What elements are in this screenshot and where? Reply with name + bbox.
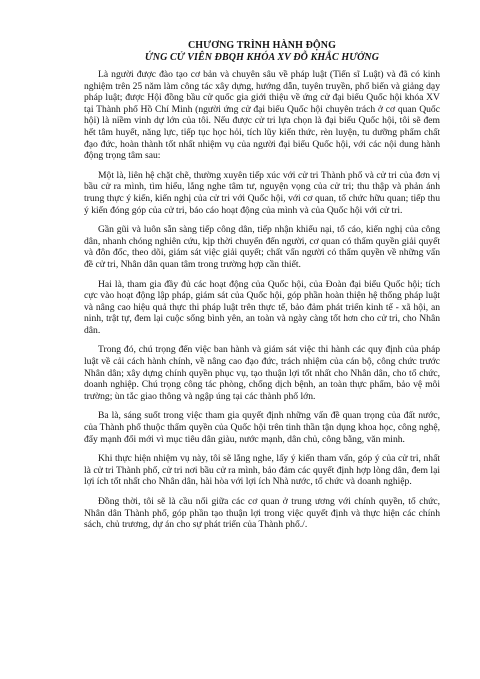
document-subtitle: ỨNG CỬ VIÊN ĐBQH KHÓA XV ĐỖ KHẮC HƯỞNG — [144, 52, 380, 63]
paragraph-focus-areas: Trong đó, chú trọng đến việc ban hành và giám sát việc thi hành các quy định của pháp luật về cải cách hành chính, về nâng cao đạo đức, trách nhiệm của cán bộ, công chức trước Nhân dân; xây dựng chính quyền phục vụ, tạo thuận lợi tốt nhất cho Nhân dân, cho tổ chức, doanh nghiệp. Chú trọng công tác phòng, chống dịch bệnh, an toàn thực phẩm, bảo vệ môi trường; ùn tắc giao thông và ngập úng tại các thành phố lớn. — [84, 344, 440, 402]
paragraph-intro: Là người được đào tạo cơ bản và chuyên sâu về pháp luật (Tiến sĩ Luật) và đã có kinh nghiệm trên 25 năm làm công tác xây dựng, hướng dẫn, tuyên truyền, phổ biến và giảng dạy pháp luật; được Hội đồng bầu cử quốc gia giới thiệu về ứng cử đại biểu Quốc hội khóa XV tại Thành phố Hồ Chí Minh (người ứng cử đại biểu Quốc hội chuyên trách ở cơ quan Quốc hội) là niềm vinh dự lớn của tôi. Nếu được cử tri lựa chọn là đại biểu Quốc hội, tôi sẽ đem hết tâm huyết, năng lực, tiếp tục học hỏi, tích lũy kiến thức, rèn luyện, tu dưỡng phẩm chất đạo đức, hoàn thành tốt nhất nhiệm vụ của người đại biểu Quốc hội, với các nội dung hành động trọng tâm sau: — [84, 69, 440, 162]
paragraph-citizen-reception: Gần gũi và luôn sẵn sàng tiếp công dân, tiếp nhận khiếu nại, tố cáo, kiến nghị của công dân, nhanh chóng nghiên cứu, kịp thời chuyển đến người, cơ quan có thẩm quyền giải quyết và đôn đốc, theo dõi, giám sát việc giải quyết; chất vấn người có thẩm quyền về những vấn đề cử tri, Nhân dân quan tâm trong trường hợp cần thiết. — [84, 224, 440, 270]
paragraph-task-three: Ba là, sáng suốt trong việc tham gia quyết định những vấn đề quan trọng của đất nước, của Thành phố thuộc thẩm quyền của Quốc hội trên tinh thần tận dụng khoa học, công nghệ, đẩy mạnh đổi mới vì mục tiêu dân giàu, nước mạnh, dân chủ, công bằng, văn minh. — [84, 410, 440, 445]
paragraph-consultation: Khi thực hiện nhiệm vụ này, tôi sẽ lắng nghe, lấy ý kiến tham vấn, góp ý của cử tri, nhất là cử tri Thành phố, cử tri nơi bầu cử ra mình, bảo đảm các quyết định hợp lòng dân, đem lại lợi ích tốt nhất cho Nhân dân, hài hòa với lợi ích Nhà nước, tổ chức và doanh nghiệp. — [84, 453, 440, 488]
paragraph-closing: Đồng thời, tôi sẽ là cầu nối giữa các cơ quan ở trung ương với chính quyền, tổ chức, Nhân dân Thành phố, góp phần tạo thuận lợi trong việc quyết định và thực hiện các chính sách, chủ trương, dự án cho sự phát triển của Thành phố./. — [84, 496, 440, 531]
paragraph-task-two: Hai là, tham gia đầy đủ các hoạt động của Quốc hội, của Đoàn đại biểu Quốc hội; tích cực vào hoạt động lập pháp, giám sát của Quốc hội, góp phần hoàn thiện hệ thống pháp luật và nâng cao hiệu quả thực thi pháp luật trên thực tế, bảo đảm phát triển kinh tế - xã hội, an ninh, trật tự, đem lại cuộc sống bình yên, an toàn và ngày càng tốt hơn cho cử tri, cho Nhân dân. — [84, 278, 440, 336]
document-title: CHƯƠNG TRÌNH HÀNH ĐỘNG — [187, 40, 337, 51]
paragraph-task-one: Một là, liên hệ chặt chẽ, thường xuyên tiếp xúc với cử tri Thành phố và cử tri của đơn vị bầu cử ra mình, tìm hiểu, lắng nghe tâm tư, nguyện vọng của cử tri; thu thập và phản ánh trung thực ý kiến, kiến nghị của cử tri với Quốc hội, với cơ quan, tổ chức hữu quan; tiếp thu ý kiến đóng góp của cử tri, báo cáo hoạt động của mình và của Quốc hội với cử tri. — [84, 169, 440, 216]
